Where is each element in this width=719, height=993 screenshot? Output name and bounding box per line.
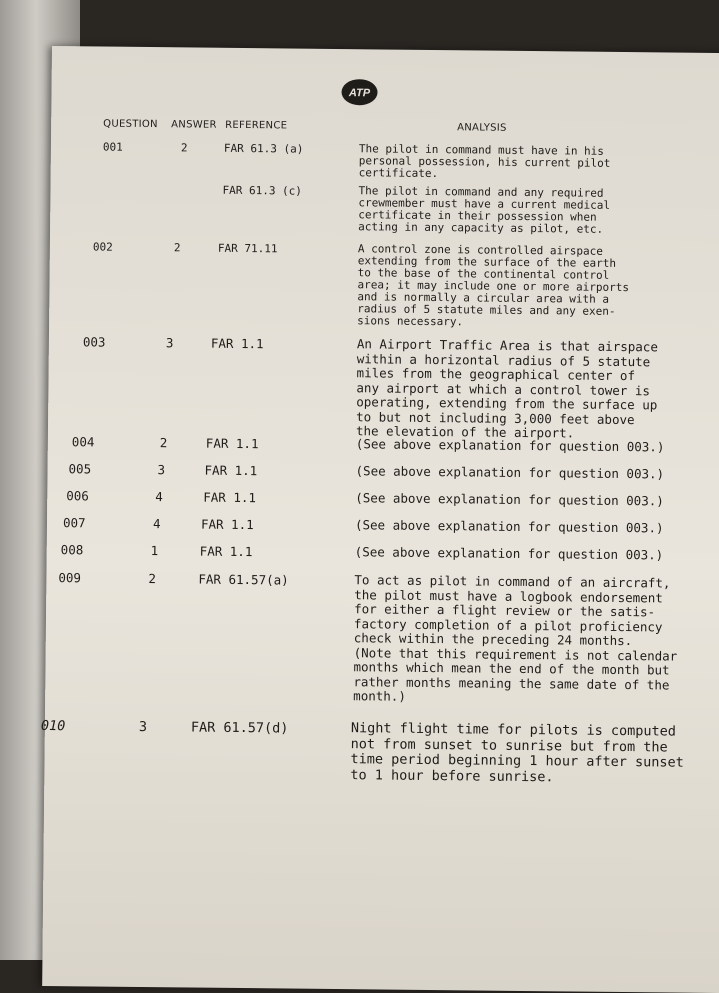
answer-number: 3	[138, 718, 148, 736]
analysis-text: (See above explanation for question 003.)	[354, 517, 664, 536]
analysis-text: (See above explanation for question 003.)	[355, 490, 664, 509]
answer-number: 2	[159, 435, 168, 451]
table-row	[50, 240, 719, 329]
question-number: 001	[102, 140, 123, 154]
document-page	[42, 46, 719, 993]
reference: FAR 1.1	[199, 543, 253, 560]
analysis-text: The pilot in command must have in his personal possession, his current pilot certificate.	[358, 142, 611, 181]
answer-number: 3	[165, 335, 174, 351]
question-number: 005	[68, 461, 92, 477]
analysis-text: To act as pilot in command of an aircraft, the pilot must have a logbook endorsement for either a flight review or the satis- factory completion of a pilot proficiency check within the preceding 24 months. (Note that this requirement is not calendar months which mean the end of the month but rather months meaning the same date of the month.)	[353, 572, 678, 704]
question-number: 006	[66, 488, 89, 504]
table-row	[47, 570, 719, 704]
analysis-text: An Airport Traffic Area is that airspace within a horizontal radius of 5 statute miles from the geographical center of any airport at which a control tower is operating, extending from the surface up to but not including 3,000 feet above the elevation of the airport.	[355, 336, 658, 441]
answer-number: 4	[152, 516, 161, 532]
reference: FAR 61.3 (a)	[223, 141, 304, 156]
question-number: 003	[82, 334, 106, 350]
question-number: 009	[58, 570, 82, 586]
table-row	[40, 717, 719, 785]
table-row	[47, 515, 719, 536]
header-question: QUESTION	[103, 118, 158, 131]
question-number: 007	[62, 515, 86, 531]
header-analysis: ANALYSIS	[457, 122, 507, 134]
table-row	[49, 334, 719, 441]
answer-number: 3	[157, 462, 166, 478]
question-number: 002	[92, 240, 113, 254]
analysis-text: Night flight time for pilots is computed not from sunset to sunrise but from the time period beginning 1 hour after sunset to 1 hour before sunrise.	[350, 720, 684, 785]
table-row	[47, 488, 719, 509]
analysis-text: (See above explanation for question 003.)	[355, 436, 665, 455]
atp-logo	[339, 77, 379, 107]
question-number: 010	[40, 717, 66, 735]
reference: FAR 1.1	[210, 335, 264, 352]
reference: FAR 1.1	[203, 489, 257, 506]
logo-text: ATP	[348, 87, 371, 100]
answer-number: 1	[150, 543, 159, 559]
reference: FAR 1.1	[200, 516, 254, 533]
reference: FAR 71.11	[217, 241, 278, 256]
table-row	[51, 182, 719, 236]
analysis-text: The pilot in command and any required crewmember must have a current medical certificate in their possession when acting in any capacity as pilot, etc.	[358, 184, 611, 236]
reference: FAR 61.57(a)	[198, 571, 289, 588]
header-reference: REFERENCE	[225, 119, 288, 132]
table-row	[51, 140, 719, 181]
answer-number: 4	[155, 489, 163, 505]
answer-number: 2	[173, 241, 181, 255]
header-answer: ANSWER	[171, 119, 217, 131]
question-number: 008	[60, 542, 84, 558]
reference: FAR 1.1	[204, 462, 258, 479]
table-row	[48, 461, 719, 482]
reference: FAR 1.1	[205, 435, 259, 452]
table-row	[47, 542, 719, 563]
answer-number: 2	[148, 571, 157, 587]
analysis-text: (See above explanation for question 003.)	[355, 463, 665, 482]
reference: FAR 61.3 (c)	[222, 183, 303, 198]
reference: FAR 61.57(d)	[190, 719, 289, 737]
question-number: 004	[71, 434, 95, 450]
analysis-text: (See above explanation for question 003.)	[354, 544, 664, 563]
answer-number: 2	[180, 141, 188, 155]
analysis-text: A control zone is controlled airspace extending from the surface of the earth to the base of the continental control area; it may include one or more airports and is normally a circular area with a radius of 5 statute miles and any exen- sions necessary.	[357, 242, 630, 329]
